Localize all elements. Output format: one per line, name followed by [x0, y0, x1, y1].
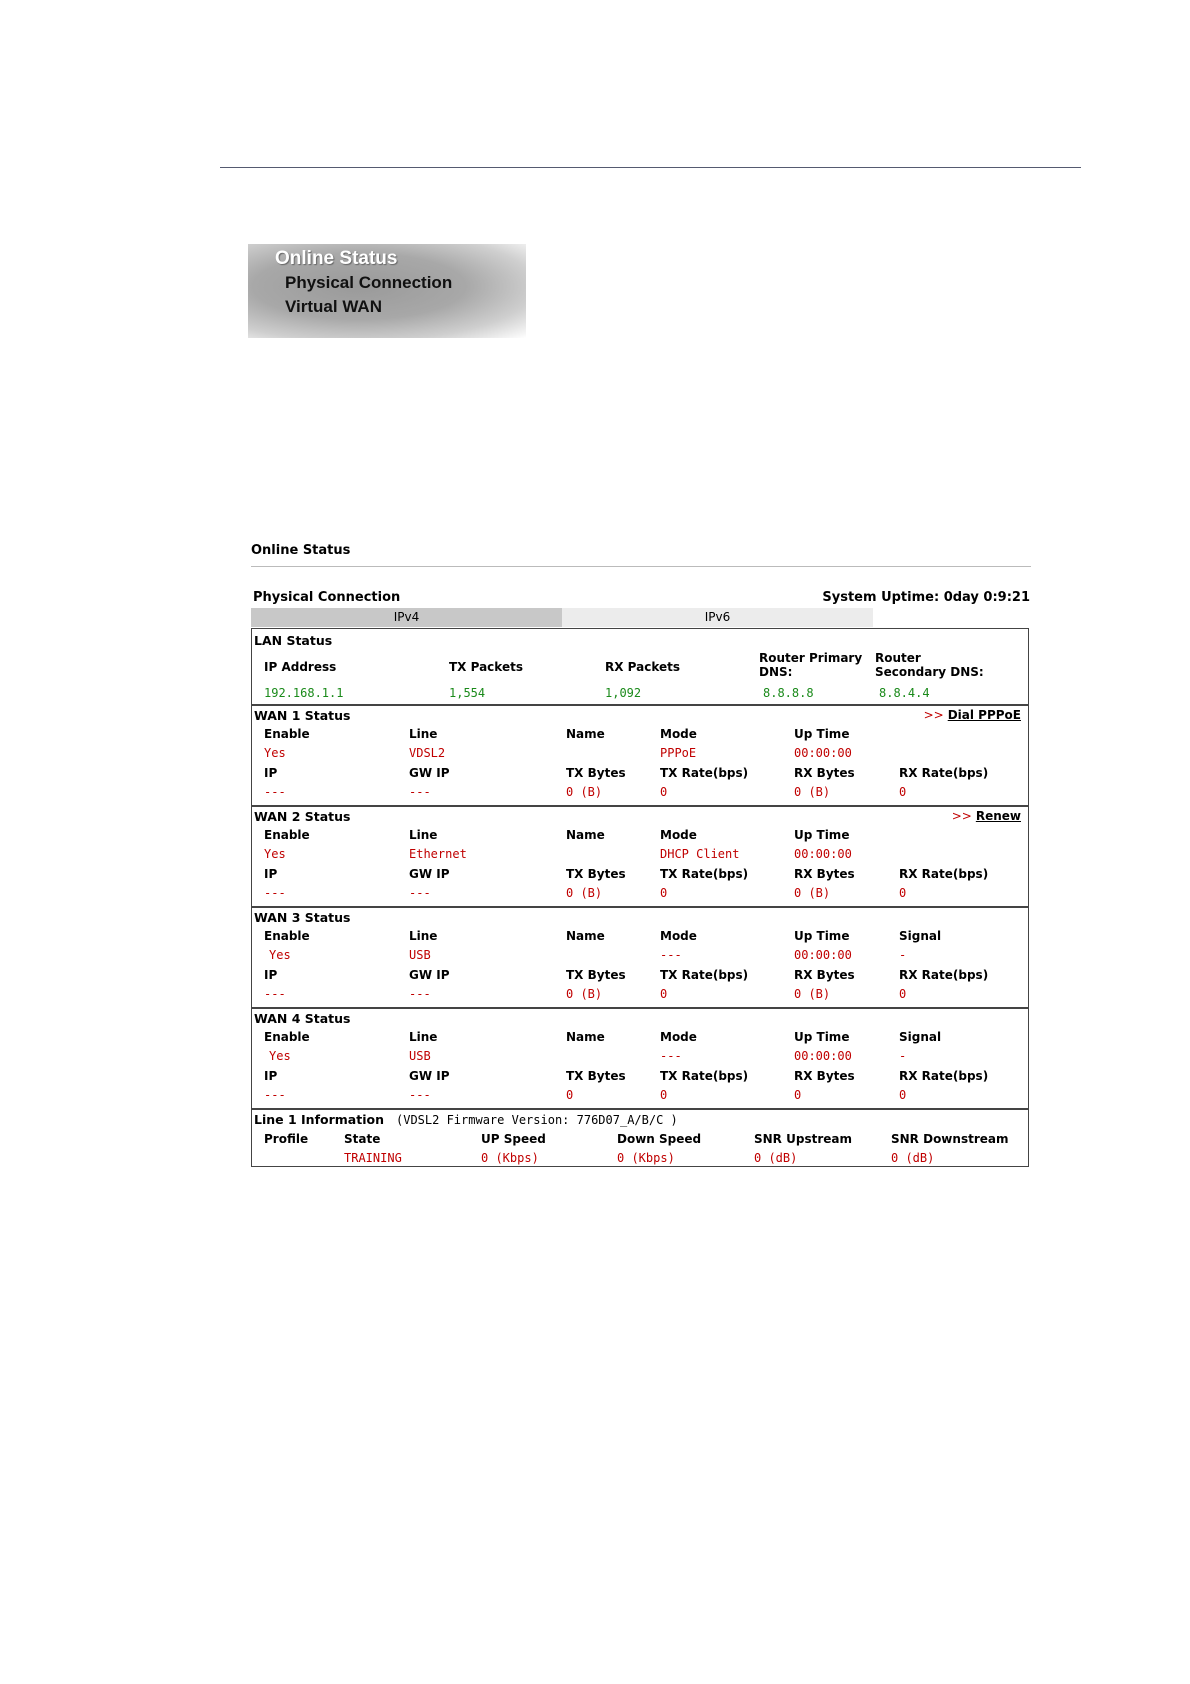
wan1-h-uptime: Up Time [794, 727, 850, 741]
wan3-v-rxbytes: 0 (B) [794, 987, 831, 1001]
wan3-v-txbytes: 0 (B) [566, 987, 603, 1001]
menu-screenshot [248, 244, 526, 338]
wan4-title: WAN 4 Status [254, 1011, 351, 1026]
lan-dns2-value: 8.8.4.4 [879, 686, 930, 700]
wan3-v-line: USB [409, 948, 431, 962]
lan-header-tx: TX Packets [449, 660, 523, 674]
system-uptime: System Uptime: 0day 0:9:21 [822, 590, 1030, 605]
wan3-h-rxbytes: RX Bytes [794, 968, 855, 982]
wan3-h-txbytes: TX Bytes [566, 968, 626, 982]
wan4-h-txrate: TX Rate(bps) [660, 1069, 749, 1083]
line1-v-snrup: 0 (dB) [754, 1151, 798, 1165]
wan3-section [251, 907, 1029, 1007]
wan2-v-rxrate: 0 [899, 886, 907, 900]
menu-title[interactable]: Online Status [275, 248, 398, 269]
wan2-v-mode: DHCP Client [660, 847, 740, 861]
line1-h-downspeed: Down Speed [617, 1132, 702, 1146]
lan-ip-value: 192.168.1.1 [264, 686, 344, 700]
wan1-h-gwip: GW IP [409, 766, 450, 780]
wan3-v-txrate: 0 [660, 987, 668, 1001]
wan2-v-enable: Yes [264, 847, 286, 861]
renew-link[interactable] [952, 809, 1021, 823]
lan-title: LAN Status [254, 633, 333, 648]
lan-section [251, 628, 1029, 704]
wan2-h-name: Name [566, 828, 605, 842]
line1-section [251, 1109, 1029, 1167]
wan2-h-txrate: TX Rate(bps) [660, 867, 749, 881]
wan4-h-name: Name [566, 1030, 605, 1044]
wan3-h-name: Name [566, 929, 605, 943]
wan1-v-mode: PPPoE [660, 746, 697, 760]
wan1-h-txbytes: TX Bytes [566, 766, 626, 780]
wan4-v-enable: Yes [269, 1049, 291, 1063]
wan2-v-gwip: --- [409, 886, 431, 900]
wan1-title: WAN 1 Status [254, 708, 351, 723]
wan4-v-rxbytes: 0 [794, 1088, 802, 1102]
wan4-section [251, 1008, 1029, 1108]
wan4-v-ip: --- [264, 1088, 286, 1102]
dial-pppoe-button[interactable]: Dial PPPoE [947, 708, 1021, 722]
wan2-title: WAN 2 Status [254, 809, 351, 824]
wan4-h-rxrate: RX Rate(bps) [899, 1069, 989, 1083]
wan4-v-txrate: 0 [660, 1088, 668, 1102]
wan3-v-ip: --- [264, 987, 286, 1001]
dial-pppoe-link[interactable] [924, 708, 1021, 722]
wan1-v-txbytes: 0 (B) [566, 785, 603, 799]
wan3-h-ip: IP [264, 968, 278, 982]
wan3-h-uptime: Up Time [794, 929, 850, 943]
wan1-v-ip: --- [264, 785, 286, 799]
line1-title: Line 1 Information [254, 1112, 384, 1127]
wan4-h-uptime: Up Time [794, 1030, 850, 1044]
line1-h-state: State [344, 1132, 381, 1146]
wan2-h-rxbytes: RX Bytes [794, 867, 855, 881]
wan4-h-ip: IP [264, 1069, 278, 1083]
wan2-h-line: Line [409, 828, 438, 842]
wan1-h-line: Line [409, 727, 438, 741]
wan3-v-enable: Yes [269, 948, 291, 962]
lan-header-dns1: Router Primary DNS: [759, 651, 863, 679]
wan1-h-txrate: TX Rate(bps) [660, 766, 749, 780]
page-title: Online Status [251, 543, 351, 558]
line1-h-profile: Profile [264, 1132, 309, 1146]
wan1-v-rxbytes: 0 (B) [794, 785, 831, 799]
wan3-h-enable: Enable [264, 929, 310, 943]
wan1-v-rxrate: 0 [899, 785, 907, 799]
wan2-h-mode: Mode [660, 828, 697, 842]
wan1-v-line: VDSL2 [409, 746, 446, 760]
title-divider [251, 566, 1031, 567]
wan4-h-gwip: GW IP [409, 1069, 450, 1083]
lan-dns1-value: 8.8.8.8 [763, 686, 814, 700]
wan2-h-uptime: Up Time [794, 828, 850, 842]
wan4-h-signal: Signal [899, 1030, 942, 1044]
wan4-v-txbytes: 0 [566, 1088, 574, 1102]
menu-item-virtual-wan[interactable]: Virtual WAN [285, 297, 382, 316]
wan4-h-line: Line [409, 1030, 438, 1044]
link-arrow-icon: >> [923, 708, 944, 722]
line1-v-downspeed: 0 (Kbps) [617, 1151, 675, 1165]
wan1-v-txrate: 0 [660, 785, 668, 799]
wan1-h-rxrate: RX Rate(bps) [899, 766, 989, 780]
wan4-v-line: USB [409, 1049, 431, 1063]
wan1-section [251, 705, 1029, 805]
lan-header-dns2: Router Secondary DNS: [875, 651, 984, 679]
lan-header-rx: RX Packets [605, 660, 681, 674]
wan4-v-uptime: 00:00:00 [794, 1049, 852, 1063]
wan1-v-gwip: --- [409, 785, 431, 799]
wan2-v-txrate: 0 [660, 886, 668, 900]
wan1-h-ip: IP [264, 766, 278, 780]
wan4-v-signal: - [899, 1049, 907, 1063]
wan3-v-uptime: 00:00:00 [794, 948, 852, 962]
wan4-v-gwip: --- [409, 1088, 431, 1102]
wan2-v-rxbytes: 0 (B) [794, 886, 831, 900]
wan4-v-mode: --- [660, 1049, 682, 1063]
wan4-h-txbytes: TX Bytes [566, 1069, 626, 1083]
wan3-v-mode: --- [660, 948, 682, 962]
link-arrow-icon: >> [951, 809, 972, 823]
wan1-v-enable: Yes [264, 746, 286, 760]
wan1-h-mode: Mode [660, 727, 697, 741]
wan2-h-ip: IP [264, 867, 278, 881]
menu-item-physical-connection[interactable]: Physical Connection [285, 273, 453, 292]
wan3-title: WAN 3 Status [254, 910, 351, 925]
top-divider [220, 167, 1081, 168]
lan-header-ip: IP Address [264, 660, 337, 674]
wan3-h-line: Line [409, 929, 438, 943]
tab-ipv6[interactable]: IPv6 [562, 608, 873, 627]
wan3-h-signal: Signal [899, 929, 942, 943]
wan4-h-enable: Enable [264, 1030, 310, 1044]
line1-h-snrdown: SNR Downstream [891, 1132, 1009, 1146]
firmware-version: (VDSL2 Firmware Version: 776D07_A/B/C ) [396, 1113, 678, 1127]
line1-v-state: TRAINING [344, 1151, 402, 1165]
wan3-h-mode: Mode [660, 929, 697, 943]
lan-tx-value: 1,554 [449, 686, 486, 700]
wan1-h-rxbytes: RX Bytes [794, 766, 855, 780]
wan4-h-rxbytes: RX Bytes [794, 1069, 855, 1083]
wan1-h-name: Name [566, 727, 605, 741]
wan3-h-txrate: TX Rate(bps) [660, 968, 749, 982]
tab-ipv4[interactable]: IPv4 [251, 608, 562, 627]
wan2-v-ip: --- [264, 886, 286, 900]
wan1-v-uptime: 00:00:00 [794, 746, 852, 760]
wan3-v-signal: - [899, 948, 907, 962]
wan2-section [251, 806, 1029, 906]
wan2-h-txbytes: TX Bytes [566, 867, 626, 881]
wan2-v-uptime: 00:00:00 [794, 847, 852, 861]
wan3-h-rxrate: RX Rate(bps) [899, 968, 989, 982]
line1-v-snrdown: 0 (dB) [891, 1151, 935, 1165]
wan1-h-enable: Enable [264, 727, 310, 741]
section-title: Physical Connection [253, 590, 401, 605]
renew-button[interactable]: Renew [975, 809, 1021, 823]
wan4-v-rxrate: 0 [899, 1088, 907, 1102]
wan2-v-txbytes: 0 (B) [566, 886, 603, 900]
ip-tabs [251, 608, 873, 627]
wan4-h-mode: Mode [660, 1030, 697, 1044]
line1-h-snrup: SNR Upstream [754, 1132, 852, 1146]
wan2-h-gwip: GW IP [409, 867, 450, 881]
line1-h-upspeed: UP Speed [481, 1132, 546, 1146]
wan2-h-rxrate: RX Rate(bps) [899, 867, 989, 881]
wan3-v-gwip: --- [409, 987, 431, 1001]
line1-v-upspeed: 0 (Kbps) [481, 1151, 539, 1165]
wan3-h-gwip: GW IP [409, 968, 450, 982]
wan2-h-enable: Enable [264, 828, 310, 842]
lan-rx-value: 1,092 [605, 686, 642, 700]
wan3-v-rxrate: 0 [899, 987, 907, 1001]
wan2-v-line: Ethernet [409, 847, 467, 861]
